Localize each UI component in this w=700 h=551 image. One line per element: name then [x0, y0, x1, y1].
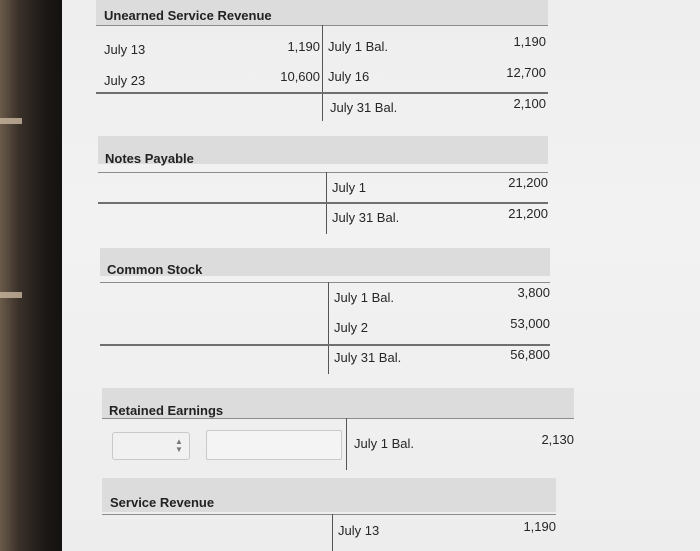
- credit-amount: 2,130: [541, 432, 574, 447]
- account-top-rule: [100, 282, 550, 283]
- account-title: Service Revenue: [110, 495, 215, 510]
- account-title: Notes Payable: [105, 151, 194, 166]
- debit-amount-input[interactable]: [206, 430, 342, 460]
- account-title: Retained Earnings: [109, 403, 224, 418]
- debit-amount: 1,190: [287, 39, 320, 54]
- account-header: [98, 136, 548, 164]
- credit-label: July 31 Bal.: [332, 210, 400, 225]
- bezel-highlight: [0, 118, 22, 124]
- debit-amount: 10,600: [280, 69, 320, 84]
- account-header: [102, 478, 556, 512]
- credit-amount: 53,000: [510, 316, 550, 331]
- credit-label: July 2: [334, 320, 368, 335]
- account-title: Unearned Service Revenue: [104, 8, 272, 23]
- account-top-rule: [98, 172, 548, 173]
- up-down-arrows-icon: ▲ ▼: [175, 437, 183, 454]
- bezel-highlight: [0, 292, 22, 298]
- credit-label: July 16: [328, 69, 370, 84]
- credit-amount: 12,700: [506, 65, 546, 80]
- account-header: [102, 388, 574, 418]
- total-rule: [98, 202, 548, 204]
- credit-amount: 56,800: [510, 347, 550, 362]
- device-bezel: [0, 0, 62, 551]
- account-header: [96, 0, 548, 25]
- credit-label: July 1 Bal.: [334, 290, 394, 305]
- credit-amount: 3,800: [517, 285, 550, 300]
- credit-amount: 2,100: [513, 96, 546, 111]
- credit-label: July 1 Bal.: [354, 436, 414, 451]
- account-header: [100, 248, 550, 276]
- debit-account-select[interactable]: [112, 432, 190, 460]
- account-top-rule: [102, 514, 556, 515]
- account-title: Common Stock: [107, 262, 203, 277]
- account-top-rule: [102, 418, 574, 419]
- credit-label: July 31 Bal.: [334, 350, 402, 365]
- total-rule: [96, 92, 548, 94]
- credit-label: July 13: [338, 523, 380, 538]
- credit-label: July 1: [332, 180, 366, 195]
- debit-label: July 13: [104, 42, 146, 57]
- total-rule: [100, 344, 550, 346]
- credit-label: July 1 Bal.: [328, 39, 388, 54]
- t-accounts-sheet: [62, 0, 700, 551]
- credit-amount: 1,190: [523, 519, 556, 534]
- debit-label: July 23: [104, 73, 146, 88]
- credit-amount: 21,200: [508, 175, 548, 190]
- credit-label: July 31 Bal.: [330, 100, 398, 115]
- credit-amount: 21,200: [508, 206, 548, 221]
- t-account-divider: [322, 25, 323, 121]
- t-account-divider: [328, 282, 329, 374]
- t-account-divider: [346, 418, 347, 470]
- t-account-divider: [332, 514, 333, 551]
- credit-amount: 1,190: [513, 34, 546, 49]
